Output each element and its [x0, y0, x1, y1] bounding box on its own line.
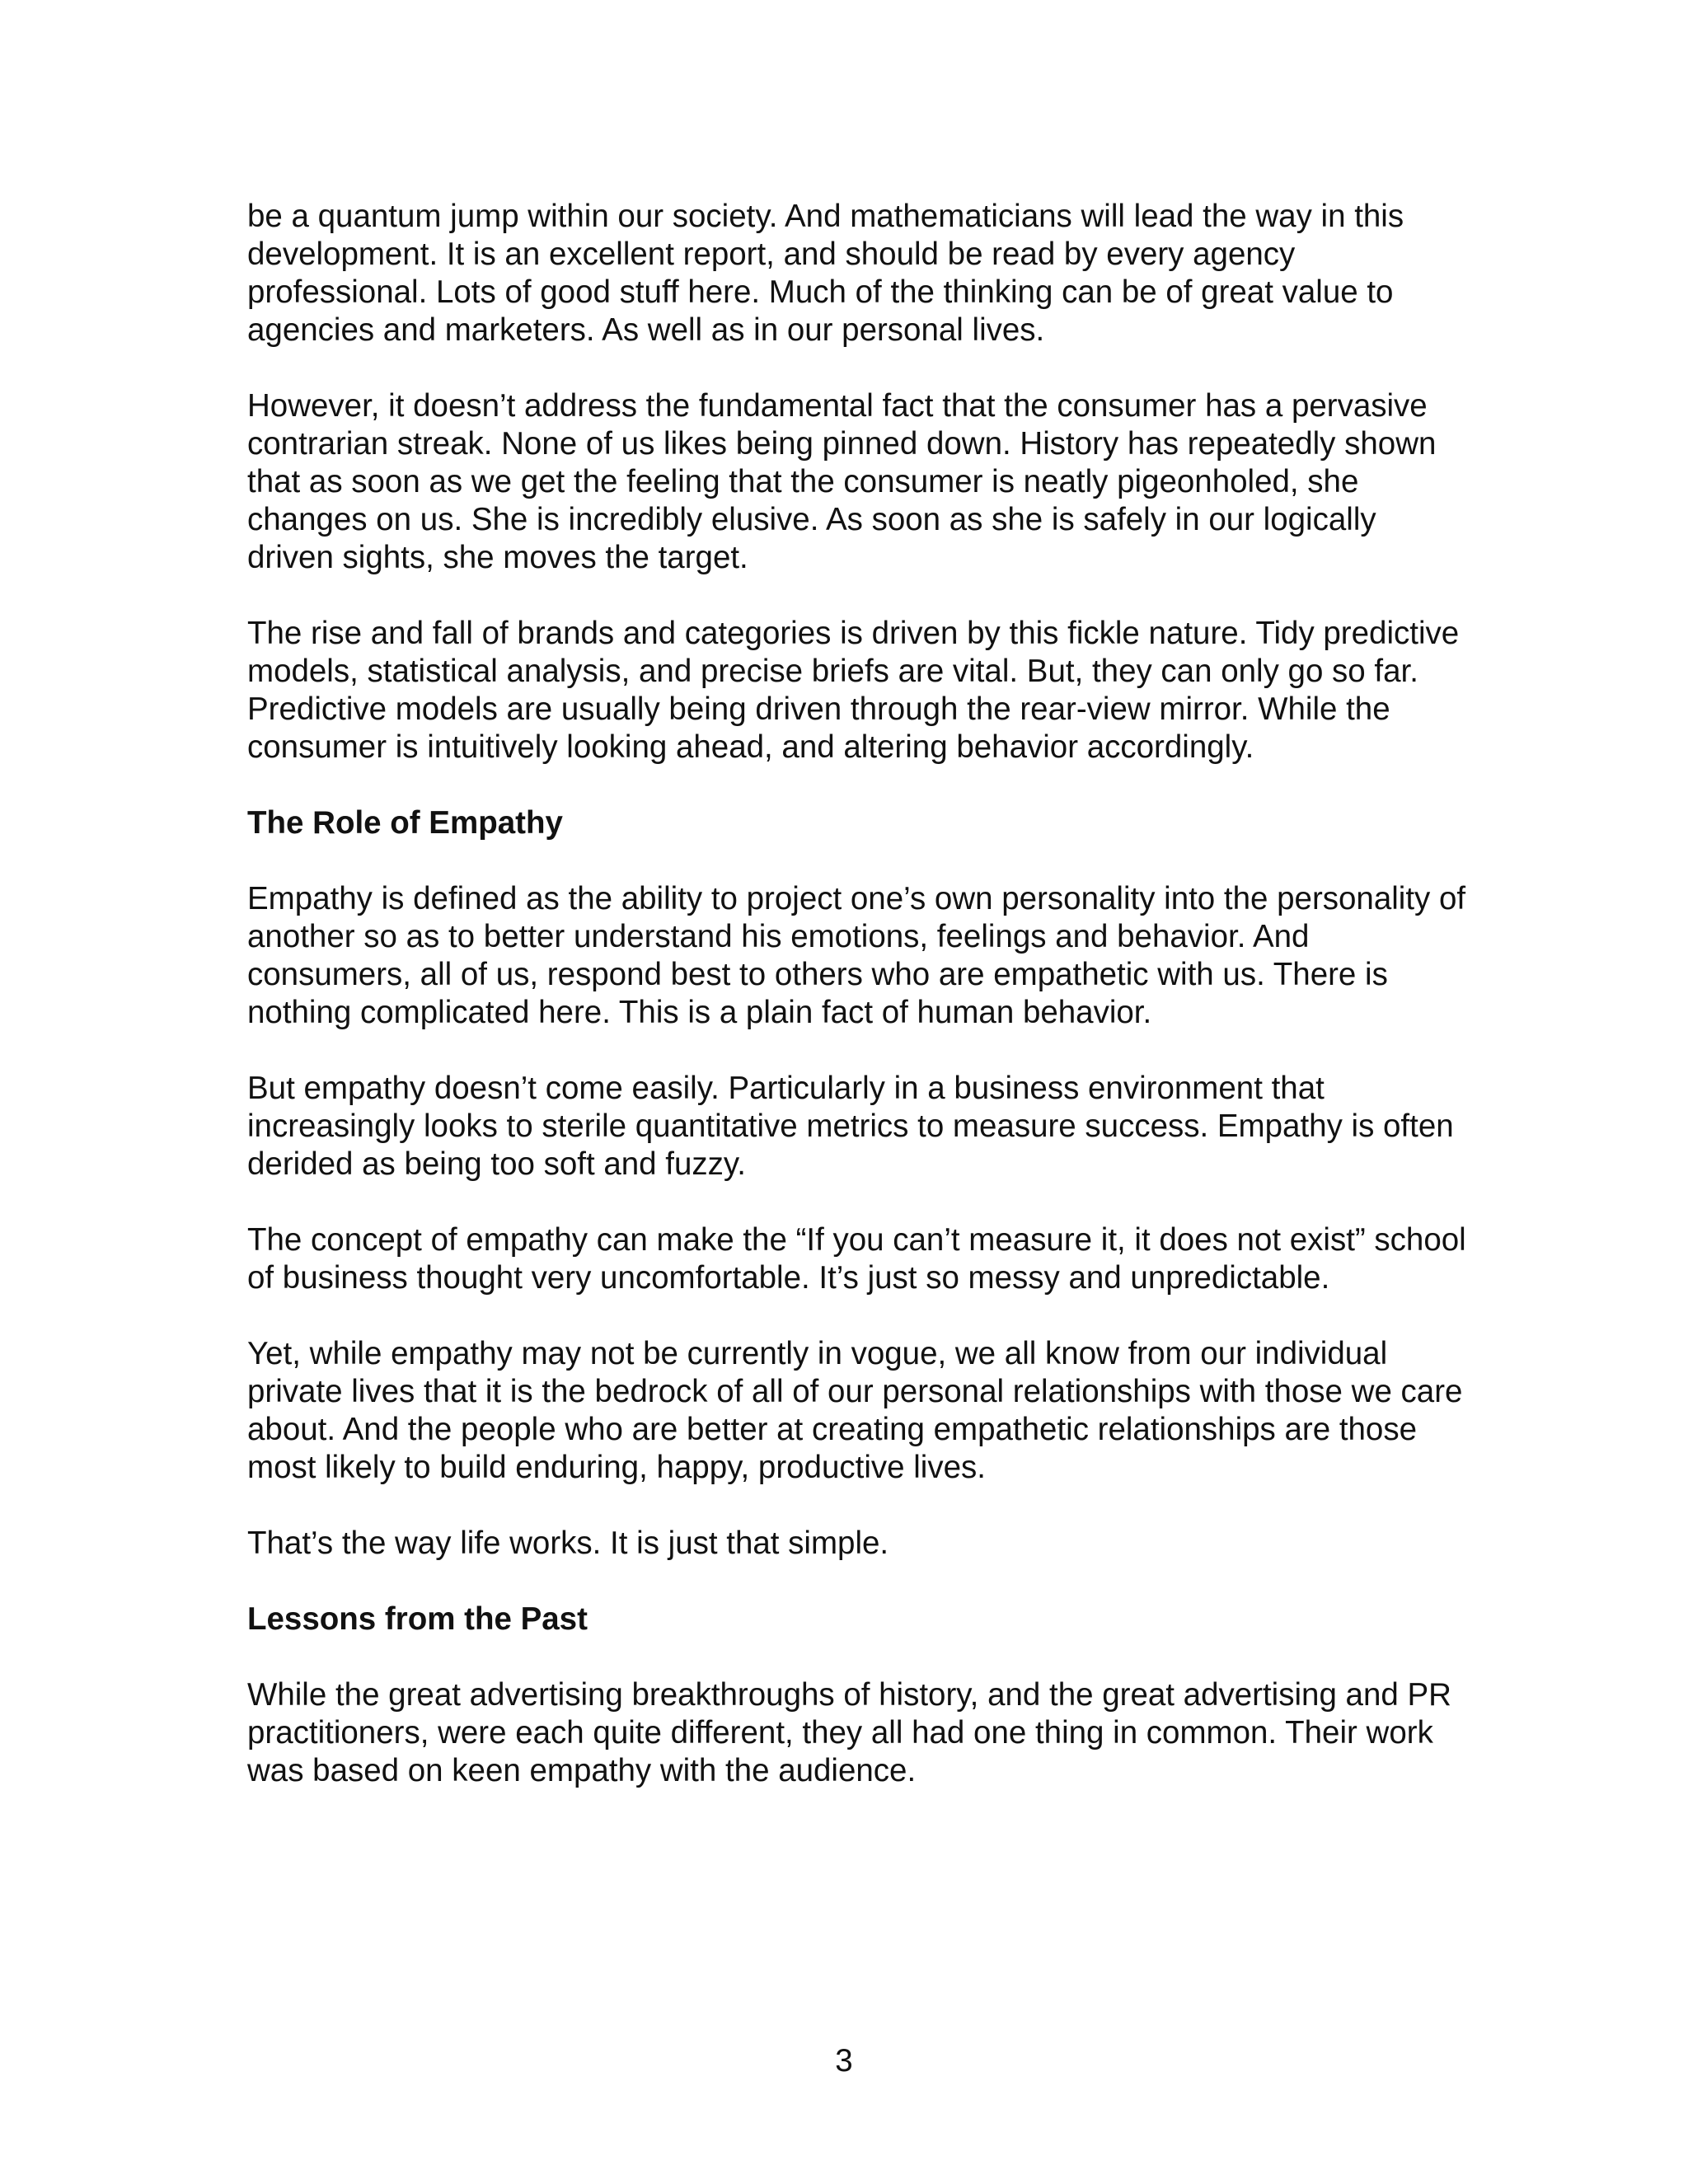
paragraph-quantum-jump: be a quantum jump within our society. And mathematicians will lead the way in this development. It is an excellent report, and should be read by every agency professional. Lots of good stuff here. Much of the thinking can be of great value to agencies and marketers. As well as in our personal lives. — [247, 199, 1404, 348]
document-body — [247, 198, 1467, 1828]
paragraph-empathy-not-easy: But empathy doesn’t come easily. Particularly in a business environment that increasingly looks to sterile quantitative metrics to measure success. Empathy is often derided as being too soft and fuzzy. — [247, 1071, 1454, 1182]
paragraph-empathy-definition: Empathy is defined as the ability to project one’s own personality into the personality of another so as to better understand his emotions, feelings and behavior. And consumers, all of us, respond best to others who are empathetic with us. There is nothing complicated here. This is a plain fact of human behavior. — [247, 881, 1466, 1030]
paragraph-concept-of-empathy: The concept of empathy can make the “If you can’t measure it, it does not exist” school of business thought very uncomfortable. It’s just so messy and unpredictable. — [247, 1222, 1466, 1296]
paragraph-advertising-breakthroughs: While the great advertising breakthroughs of history, and the great advertising and PR practitioners, were each quite different, they all had one thing in common. Their work was based on keen empathy with the audience. — [247, 1677, 1451, 1788]
paragraph-contrarian-streak: However, it doesn’t address the fundamental fact that the consumer has a pervasive contrarian streak. None of us likes being pinned down. History has repeatedly shown that as soon as we get the feeling that the consumer is neatly pigeonholed, she changes on us. She is incredibly elusive. As soon as she is safely in our logically driven sights, she moves the target. — [247, 388, 1437, 575]
section-heading-lessons-from-past: Lessons from the Past — [247, 1601, 588, 1637]
paragraph-rise-and-fall: The rise and fall of brands and categories is driven by this fickle nature. Tidy predictive models, statistical analysis, and precise briefs are vital. But, they can only go so far. Predictive models are usually being driven through the rear-view mirror. While the consumer is intuitively looking ahead, and altering behavior accordingly. — [247, 616, 1460, 765]
page-number: 3 — [835, 2043, 853, 2079]
section-heading-role-of-empathy: The Role of Empathy — [247, 805, 563, 841]
paragraph-empathy-bedrock: Yet, while empathy may not be currently in vogue, we all know from our individual private lives that it is the bedrock of all of our personal relationships with those we care about. And the people who are better at creating empathetic relationships are those most likely to build enduring, happy, productive lives. — [247, 1336, 1463, 1485]
paragraph-way-life-works: That’s the way life works. It is just that simple. — [247, 1526, 889, 1561]
